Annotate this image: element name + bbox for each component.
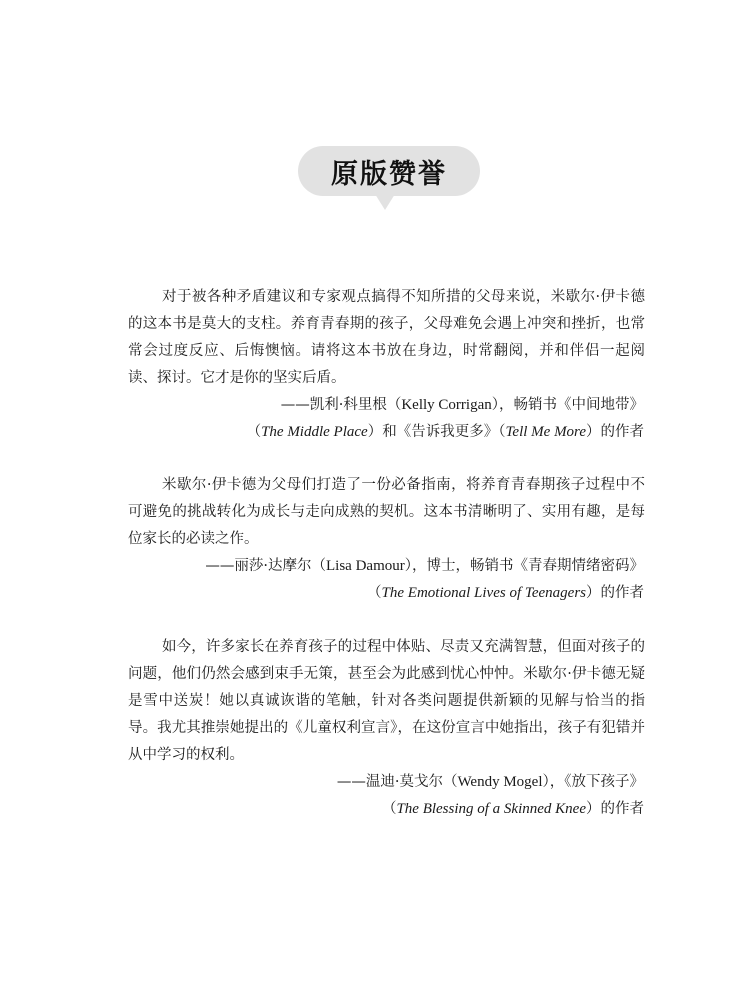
endorsement-attribution-line2 bbox=[367, 580, 644, 607]
attribution-prefix: ——凯利·科里根（ bbox=[280, 397, 402, 413]
endorsement-attribution bbox=[281, 392, 644, 419]
book-title: The Blessing of a Skinned Knee bbox=[396, 801, 586, 817]
attribution-prefix: ——温迪·莫戈尔（ bbox=[336, 774, 458, 790]
attribution-suffix: ），畅销书《中间地带》 bbox=[491, 397, 644, 413]
book-title: Tell Me More bbox=[505, 424, 586, 440]
attribution-open: （ bbox=[367, 585, 382, 601]
endorsement-text: 米歇尔·伊卡德为父母们打造了一份必备指南，将养育青春期孩子过程中不可避免的挑战转化为成长与走向成熟的契机。这本书清晰明了、实用有趣，是每位家长的必读之作。 bbox=[128, 477, 645, 547]
endorsement-attribution bbox=[205, 553, 644, 580]
author-name: Wendy Mogel bbox=[457, 774, 543, 790]
attribution-open: （ bbox=[381, 801, 397, 817]
endorsement-text: 对于被各种矛盾建议和专家观点搞得不知所措的父母来说，米歇尔·伊卡德的这本书是莫大的支柱。养育青春期的孩子，父母难免会遇上冲突和挫折，也常常会过度反应、后悔懊恼。请将这本书放在身边，时常翻阅，并和伴侣一起阅读、探讨。它才是你的坚实后盾。 bbox=[128, 289, 645, 386]
attribution-suffix: ），博士，畅销书《青春期情绪密码》 bbox=[404, 558, 644, 574]
endorsement-text: 如今，许多家长在养育孩子的过程中体贴、尽责又充满智慧，但面对孩子的问题，他们仍然会感到束手无策，甚至会为此感到忧心忡忡。米歇尔·伊卡德无疑是雪中送炭！她以真诚诙谐的笔触，针对各类问题提供新颖的见解与恰当的指导。我尤其推崇她提出的《儿童权利宣言》，在这份宣言中她指出，孩子有犯错并从中学习的权利。 bbox=[128, 639, 645, 763]
attribution-suffix: ）的作者 bbox=[586, 424, 644, 440]
attribution-suffix: ），《放下孩子》 bbox=[542, 774, 644, 790]
book-title: The Middle Place bbox=[261, 424, 368, 440]
attribution-prefix: ——丽莎·达摩尔（ bbox=[205, 558, 327, 574]
endorsement-attribution bbox=[337, 769, 644, 796]
speech-bubble-tail bbox=[375, 194, 395, 210]
endorsement-attribution-line2 bbox=[382, 796, 644, 823]
author-name: Lisa Damour bbox=[326, 558, 405, 574]
attribution-mid: ）和《告诉我更多》（ bbox=[367, 424, 506, 440]
attribution-suffix: ）的作者 bbox=[586, 801, 644, 817]
heading-speech-bubble bbox=[298, 146, 480, 196]
attribution-suffix: ）的作者 bbox=[586, 585, 644, 601]
book-title: The Emotional Lives of Teenagers bbox=[381, 585, 586, 601]
page-title: 原版赞誉 bbox=[331, 158, 447, 190]
endorsement-attribution-line2 bbox=[247, 419, 644, 446]
author-name: Kelly Corrigan bbox=[401, 397, 492, 413]
attribution-open: （ bbox=[246, 424, 262, 440]
